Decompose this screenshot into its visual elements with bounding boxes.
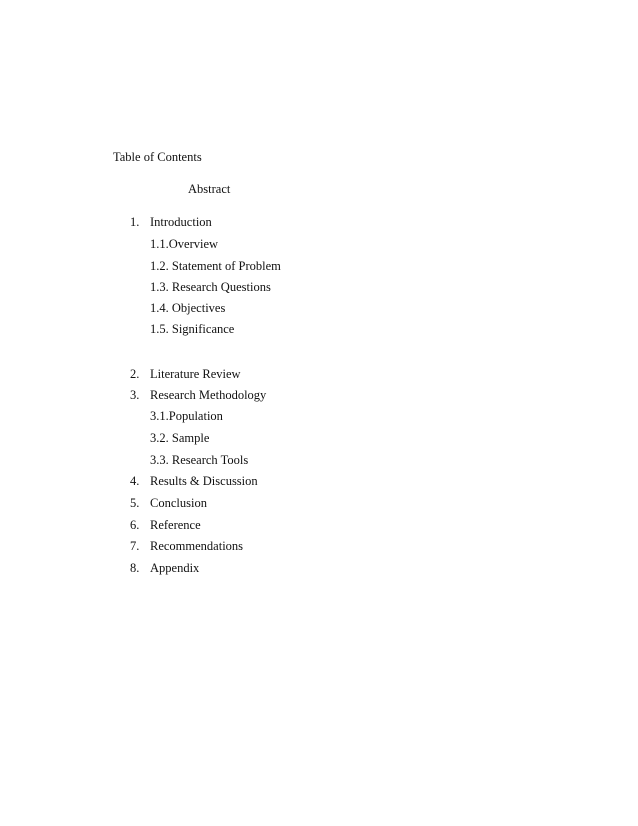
toc-section-label: Reference [150,518,201,532]
toc-section-number: 6. [130,518,140,532]
toc-section-label: Research Methodology [150,388,267,402]
toc-section-label: Appendix [150,561,200,575]
toc-section-label: Recommendations [150,539,244,553]
toc-subsection-label: 3.1.Population [150,409,223,423]
toc-section-number: 1. [130,215,140,229]
toc-subsection-label: 3.2. Sample [150,431,210,445]
toc-section-number: 8. [130,561,140,575]
toc-subsection-label: 1.3. Research Questions [150,280,271,294]
toc-section-label: Literature Review [150,367,241,381]
toc-subsection-label: 1.5. Significance [150,322,235,336]
toc-subsection-label: 1.1.Overview [150,237,219,251]
toc-subsection-label: 1.4. Objectives [150,301,226,315]
toc-abstract: Abstract [188,182,231,196]
toc-section-number: 2. [130,367,140,381]
toc-section-label: Conclusion [150,496,207,510]
toc-section-number: 7. [130,539,140,553]
toc-section-number: 5. [130,496,140,510]
toc-section-number: 3. [130,388,140,402]
toc-section-number: 4. [130,474,140,488]
toc-title: Table of Contents [113,150,202,164]
toc-subsection-label: 3.3. Research Tools [150,453,249,467]
toc-subsection-label: 1.2. Statement of Problem [150,259,281,273]
toc-section-label: Results & Discussion [150,474,258,488]
toc-section-label: Introduction [150,215,212,229]
